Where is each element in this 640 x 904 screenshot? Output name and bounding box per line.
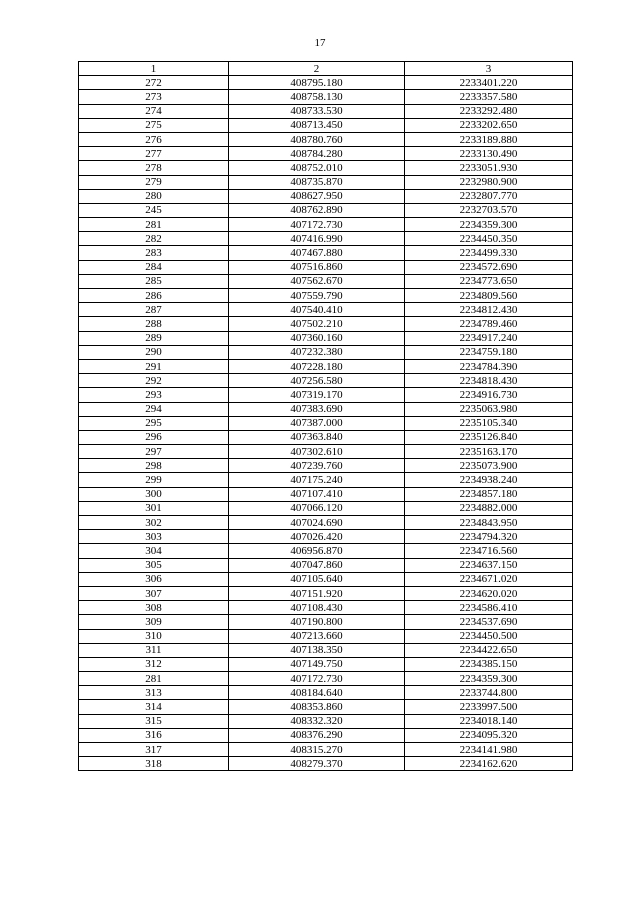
x-coordinate-cell: 407151.920 xyxy=(229,586,405,600)
x-coordinate-cell: 407149.750 xyxy=(229,657,405,671)
table-row xyxy=(79,345,573,359)
table-row xyxy=(79,147,573,161)
x-coordinate-cell: 407024.690 xyxy=(229,516,405,530)
point-number-cell: 289 xyxy=(79,331,229,345)
x-coordinate-cell: 407232.380 xyxy=(229,345,405,359)
y-coordinate-cell: 2233997.500 xyxy=(405,700,573,714)
x-coordinate-cell: 407107.410 xyxy=(229,487,405,501)
point-number-cell: 273 xyxy=(79,90,229,104)
table-row xyxy=(79,643,573,657)
x-coordinate-cell: 407319.170 xyxy=(229,388,405,402)
y-coordinate-cell: 2234784.390 xyxy=(405,359,573,373)
point-number-cell: 283 xyxy=(79,246,229,260)
x-coordinate-cell: 407108.430 xyxy=(229,601,405,615)
table-row xyxy=(79,530,573,544)
table-row xyxy=(79,402,573,416)
point-number-cell: 288 xyxy=(79,317,229,331)
point-number-cell: 305 xyxy=(79,558,229,572)
y-coordinate-cell: 2234759.180 xyxy=(405,345,573,359)
point-number-cell: 279 xyxy=(79,175,229,189)
x-coordinate-cell: 408353.860 xyxy=(229,700,405,714)
point-number-cell: 276 xyxy=(79,132,229,146)
table-row xyxy=(79,459,573,473)
x-coordinate-cell: 407105.640 xyxy=(229,572,405,586)
point-number-cell: 282 xyxy=(79,232,229,246)
point-number-cell: 311 xyxy=(79,643,229,657)
point-number-cell: 299 xyxy=(79,473,229,487)
table-row xyxy=(79,700,573,714)
y-coordinate-cell: 2233130.490 xyxy=(405,147,573,161)
point-number-cell: 317 xyxy=(79,743,229,757)
table-row xyxy=(79,289,573,303)
y-coordinate-cell: 2234794.320 xyxy=(405,530,573,544)
y-coordinate-cell: 2233744.800 xyxy=(405,686,573,700)
y-coordinate-cell: 2234141.980 xyxy=(405,743,573,757)
y-coordinate-cell: 2233357.580 xyxy=(405,90,573,104)
x-coordinate-cell: 407562.670 xyxy=(229,274,405,288)
table-row xyxy=(79,445,573,459)
table-row xyxy=(79,246,573,260)
point-number-cell: 310 xyxy=(79,629,229,643)
table-row xyxy=(79,303,573,317)
point-number-cell: 313 xyxy=(79,686,229,700)
x-coordinate-cell: 408279.370 xyxy=(229,757,405,771)
x-coordinate-cell: 407228.180 xyxy=(229,359,405,373)
point-number-cell: 278 xyxy=(79,161,229,175)
x-coordinate-cell: 407239.760 xyxy=(229,459,405,473)
x-coordinate-cell: 406956.870 xyxy=(229,544,405,558)
table-row xyxy=(79,601,573,615)
header-cell-point: 1 xyxy=(79,62,229,76)
point-number-cell: 277 xyxy=(79,147,229,161)
table-row xyxy=(79,672,573,686)
table-row xyxy=(79,416,573,430)
coordinates-table-body xyxy=(79,62,573,771)
point-number-cell: 280 xyxy=(79,189,229,203)
y-coordinate-cell: 2234095.320 xyxy=(405,728,573,742)
y-coordinate-cell: 2233051.930 xyxy=(405,161,573,175)
x-coordinate-cell: 407256.580 xyxy=(229,374,405,388)
table-row xyxy=(79,572,573,586)
x-coordinate-cell: 408627.950 xyxy=(229,189,405,203)
table-row xyxy=(79,728,573,742)
x-coordinate-cell: 407360.160 xyxy=(229,331,405,345)
header-row xyxy=(79,62,573,76)
y-coordinate-cell: 2234716.560 xyxy=(405,544,573,558)
y-coordinate-cell: 2234773.650 xyxy=(405,274,573,288)
table-row xyxy=(79,317,573,331)
point-number-cell: 281 xyxy=(79,672,229,686)
table-row xyxy=(79,274,573,288)
y-coordinate-cell: 2235073.900 xyxy=(405,459,573,473)
y-coordinate-cell: 2234916.730 xyxy=(405,388,573,402)
point-number-cell: 309 xyxy=(79,615,229,629)
table-row xyxy=(79,189,573,203)
point-number-cell: 275 xyxy=(79,118,229,132)
table-row xyxy=(79,90,573,104)
point-number-cell: 292 xyxy=(79,374,229,388)
y-coordinate-cell: 2234537.690 xyxy=(405,615,573,629)
point-number-cell: 315 xyxy=(79,714,229,728)
point-number-cell: 297 xyxy=(79,445,229,459)
y-coordinate-cell: 2233292.480 xyxy=(405,104,573,118)
y-coordinate-cell: 2233202.650 xyxy=(405,118,573,132)
table-row xyxy=(79,686,573,700)
x-coordinate-cell: 408713.450 xyxy=(229,118,405,132)
table-row xyxy=(79,175,573,189)
y-coordinate-cell: 2234359.300 xyxy=(405,672,573,686)
x-coordinate-cell: 407516.860 xyxy=(229,260,405,274)
point-number-cell: 300 xyxy=(79,487,229,501)
x-coordinate-cell: 408733.530 xyxy=(229,104,405,118)
point-number-cell: 272 xyxy=(79,76,229,90)
point-number-cell: 285 xyxy=(79,274,229,288)
point-number-cell: 302 xyxy=(79,516,229,530)
table-row xyxy=(79,331,573,345)
point-number-cell: 318 xyxy=(79,757,229,771)
point-number-cell: 308 xyxy=(79,601,229,615)
y-coordinate-cell: 2234857.180 xyxy=(405,487,573,501)
header-cell-x: 2 xyxy=(229,62,405,76)
table-row xyxy=(79,544,573,558)
y-coordinate-cell: 2234818.430 xyxy=(405,374,573,388)
y-coordinate-cell: 2234359.300 xyxy=(405,218,573,232)
x-coordinate-cell: 407559.790 xyxy=(229,289,405,303)
y-coordinate-cell: 2234572.690 xyxy=(405,260,573,274)
table-row xyxy=(79,657,573,671)
y-coordinate-cell: 2234450.500 xyxy=(405,629,573,643)
x-coordinate-cell: 408315.270 xyxy=(229,743,405,757)
x-coordinate-cell: 407190.800 xyxy=(229,615,405,629)
table-row xyxy=(79,629,573,643)
x-coordinate-cell: 407175.240 xyxy=(229,473,405,487)
x-coordinate-cell: 407383.690 xyxy=(229,402,405,416)
point-number-cell: 294 xyxy=(79,402,229,416)
y-coordinate-cell: 2234671.020 xyxy=(405,572,573,586)
y-coordinate-cell: 2232980.900 xyxy=(405,175,573,189)
y-coordinate-cell: 2234812.430 xyxy=(405,303,573,317)
coordinates-table xyxy=(78,61,573,771)
table-row xyxy=(79,104,573,118)
header-cell-y: 3 xyxy=(405,62,573,76)
x-coordinate-cell: 408784.280 xyxy=(229,147,405,161)
x-coordinate-cell: 408762.890 xyxy=(229,203,405,217)
x-coordinate-cell: 407066.120 xyxy=(229,501,405,515)
point-number-cell: 298 xyxy=(79,459,229,473)
y-coordinate-cell: 2234843.950 xyxy=(405,516,573,530)
table-row xyxy=(79,558,573,572)
table-row xyxy=(79,714,573,728)
y-coordinate-cell: 2234789.460 xyxy=(405,317,573,331)
x-coordinate-cell: 407416.990 xyxy=(229,232,405,246)
y-coordinate-cell: 2234882.000 xyxy=(405,501,573,515)
table-row xyxy=(79,586,573,600)
table-row xyxy=(79,743,573,757)
table-row xyxy=(79,359,573,373)
table-row xyxy=(79,118,573,132)
y-coordinate-cell: 2232807.770 xyxy=(405,189,573,203)
y-coordinate-cell: 2234450.350 xyxy=(405,232,573,246)
y-coordinate-cell: 2234499.330 xyxy=(405,246,573,260)
x-coordinate-cell: 408332.320 xyxy=(229,714,405,728)
point-number-cell: 314 xyxy=(79,700,229,714)
y-coordinate-cell: 2234917.240 xyxy=(405,331,573,345)
table-row xyxy=(79,76,573,90)
page-number: 17 xyxy=(314,37,326,49)
x-coordinate-cell: 407047.860 xyxy=(229,558,405,572)
y-coordinate-cell: 2234385.150 xyxy=(405,657,573,671)
point-number-cell: 291 xyxy=(79,359,229,373)
table-row xyxy=(79,487,573,501)
point-number-cell: 295 xyxy=(79,416,229,430)
x-coordinate-cell: 407467.880 xyxy=(229,246,405,260)
table-row xyxy=(79,161,573,175)
x-coordinate-cell: 408184.640 xyxy=(229,686,405,700)
y-coordinate-cell: 2234586.410 xyxy=(405,601,573,615)
y-coordinate-cell: 2235126.840 xyxy=(405,430,573,444)
table-row xyxy=(79,516,573,530)
x-coordinate-cell: 407387.000 xyxy=(229,416,405,430)
y-coordinate-cell: 2234018.140 xyxy=(405,714,573,728)
point-number-cell: 316 xyxy=(79,728,229,742)
point-number-cell: 293 xyxy=(79,388,229,402)
x-coordinate-cell: 407363.840 xyxy=(229,430,405,444)
table-row xyxy=(79,132,573,146)
point-number-cell: 290 xyxy=(79,345,229,359)
y-coordinate-cell: 2234620.020 xyxy=(405,586,573,600)
y-coordinate-cell: 2235063.980 xyxy=(405,402,573,416)
y-coordinate-cell: 2235105.340 xyxy=(405,416,573,430)
point-number-cell: 296 xyxy=(79,430,229,444)
point-number-cell: 274 xyxy=(79,104,229,118)
x-coordinate-cell: 407540.410 xyxy=(229,303,405,317)
point-number-cell: 287 xyxy=(79,303,229,317)
table-row xyxy=(79,232,573,246)
table-row xyxy=(79,501,573,515)
x-coordinate-cell: 407502.210 xyxy=(229,317,405,331)
x-coordinate-cell: 408795.180 xyxy=(229,76,405,90)
y-coordinate-cell: 2235163.170 xyxy=(405,445,573,459)
y-coordinate-cell: 2232703.570 xyxy=(405,203,573,217)
x-coordinate-cell: 408752.010 xyxy=(229,161,405,175)
point-number-cell: 307 xyxy=(79,586,229,600)
x-coordinate-cell: 408735.870 xyxy=(229,175,405,189)
x-coordinate-cell: 408376.290 xyxy=(229,728,405,742)
x-coordinate-cell: 407302.610 xyxy=(229,445,405,459)
point-number-cell: 306 xyxy=(79,572,229,586)
y-coordinate-cell: 2234637.150 xyxy=(405,558,573,572)
x-coordinate-cell: 407172.730 xyxy=(229,218,405,232)
point-number-cell: 312 xyxy=(79,657,229,671)
point-number-cell: 286 xyxy=(79,289,229,303)
y-coordinate-cell: 2234422.650 xyxy=(405,643,573,657)
table-row xyxy=(79,388,573,402)
x-coordinate-cell: 408758.130 xyxy=(229,90,405,104)
x-coordinate-cell: 407138.350 xyxy=(229,643,405,657)
y-coordinate-cell: 2233401.220 xyxy=(405,76,573,90)
y-coordinate-cell: 2234809.560 xyxy=(405,289,573,303)
x-coordinate-cell: 407026.420 xyxy=(229,530,405,544)
point-number-cell: 304 xyxy=(79,544,229,558)
table-row xyxy=(79,615,573,629)
table-row xyxy=(79,374,573,388)
point-number-cell: 281 xyxy=(79,218,229,232)
point-number-cell: 303 xyxy=(79,530,229,544)
table-row xyxy=(79,757,573,771)
point-number-cell: 301 xyxy=(79,501,229,515)
table-row xyxy=(79,473,573,487)
y-coordinate-cell: 2234938.240 xyxy=(405,473,573,487)
x-coordinate-cell: 407213.660 xyxy=(229,629,405,643)
point-number-cell: 245 xyxy=(79,203,229,217)
table-row xyxy=(79,260,573,274)
y-coordinate-cell: 2234162.620 xyxy=(405,757,573,771)
table-row xyxy=(79,218,573,232)
x-coordinate-cell: 407172.730 xyxy=(229,672,405,686)
table-row xyxy=(79,203,573,217)
x-coordinate-cell: 408780.760 xyxy=(229,132,405,146)
y-coordinate-cell: 2233189.880 xyxy=(405,132,573,146)
point-number-cell: 284 xyxy=(79,260,229,274)
table-row xyxy=(79,430,573,444)
